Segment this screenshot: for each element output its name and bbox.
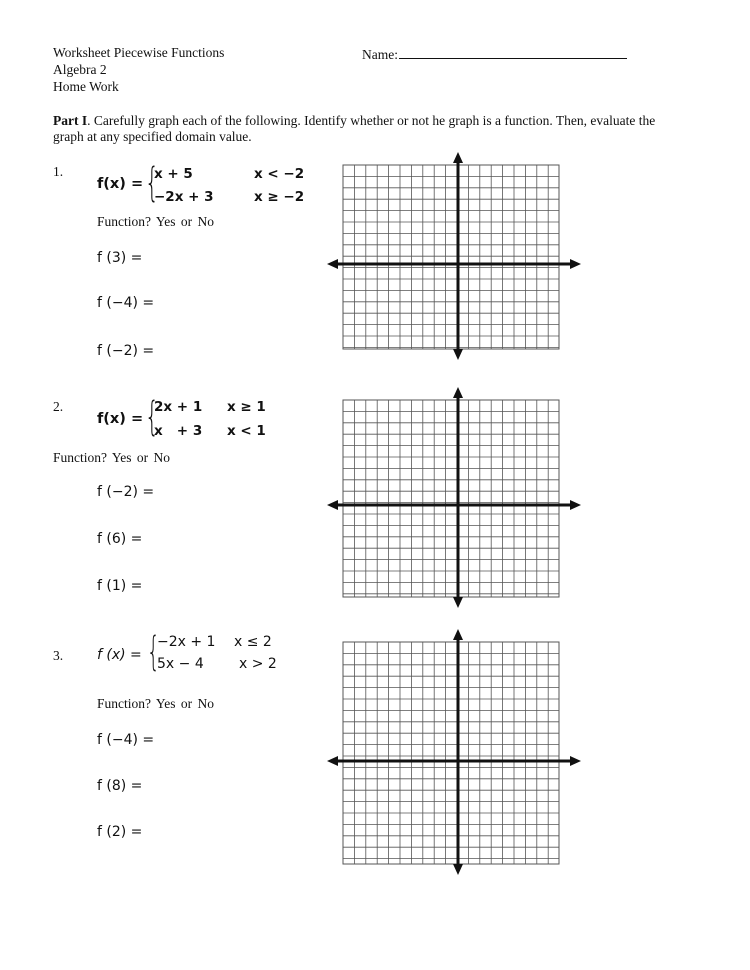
x-axis-arrow-left — [327, 756, 338, 766]
assignment-type: Home Work — [53, 79, 119, 94]
evaluation-prompt: f (−2) = — [97, 343, 155, 359]
course-label: Algebra 2 — [53, 62, 107, 77]
function-name: f (x) = — [97, 647, 142, 663]
x-axis-arrow-right — [570, 756, 581, 766]
piece-condition: x > 2 — [239, 656, 277, 672]
piece-condition: x ≤ 2 — [234, 634, 272, 650]
function-question: Function? Yes or No — [97, 696, 215, 711]
problem-number: 2. — [53, 399, 64, 414]
evaluation-prompt: f (1) = — [97, 578, 143, 594]
piece-expression: 2x + 1 — [154, 399, 203, 415]
evaluation-prompt: f (3) = — [97, 250, 143, 266]
piecewise-brace: { — [147, 629, 160, 675]
piece-expression: x + 5 — [154, 166, 193, 182]
evaluation-prompt: f (−4) = — [97, 732, 155, 748]
piece-expression: x + 3 — [154, 423, 203, 439]
piece-condition: x < 1 — [227, 423, 266, 439]
evaluation-prompt: f (−2) = — [97, 484, 155, 500]
piece-expression: −2x + 1 — [157, 634, 216, 650]
piece-condition: x ≥ 1 — [227, 399, 266, 415]
instructions-text: . Carefully graph each of the following. Identify whether or not he graph is a function. Then, evaluate the graph at any specified domain value. — [53, 113, 656, 144]
evaluation-prompt: f (−4) = — [97, 295, 155, 311]
piece-condition: x ≥ −2 — [254, 189, 305, 205]
grid-lines — [343, 642, 559, 864]
piecewise-brace: { — [145, 394, 159, 440]
evaluation-prompt: f (6) = — [97, 531, 143, 547]
problem-number: 1. — [53, 164, 64, 179]
part-label: Part I — [53, 113, 88, 128]
piecewise-brace: { — [145, 160, 159, 206]
name-label: Name: — [362, 47, 398, 62]
evaluation-prompt: f (8) = — [97, 778, 143, 794]
y-axis-arrow-down — [453, 864, 463, 875]
problem-number: 3. — [53, 648, 64, 663]
function-question: Function? Yes or No — [97, 214, 215, 229]
function-name: f(x) = — [97, 411, 144, 427]
y-axis-arrow-up — [453, 629, 463, 640]
piece-expression: −2x + 3 — [154, 189, 214, 205]
evaluation-prompt: f (2) = — [97, 824, 143, 840]
worksheet-title: Worksheet Piecewise Functions — [53, 45, 225, 60]
grid-border — [343, 642, 559, 864]
function-name: f(x) = — [97, 176, 144, 192]
piece-condition: x < −2 — [254, 166, 305, 182]
piece-expression: 5x − 4 — [157, 656, 204, 672]
function-question: Function? Yes or No — [53, 450, 171, 465]
